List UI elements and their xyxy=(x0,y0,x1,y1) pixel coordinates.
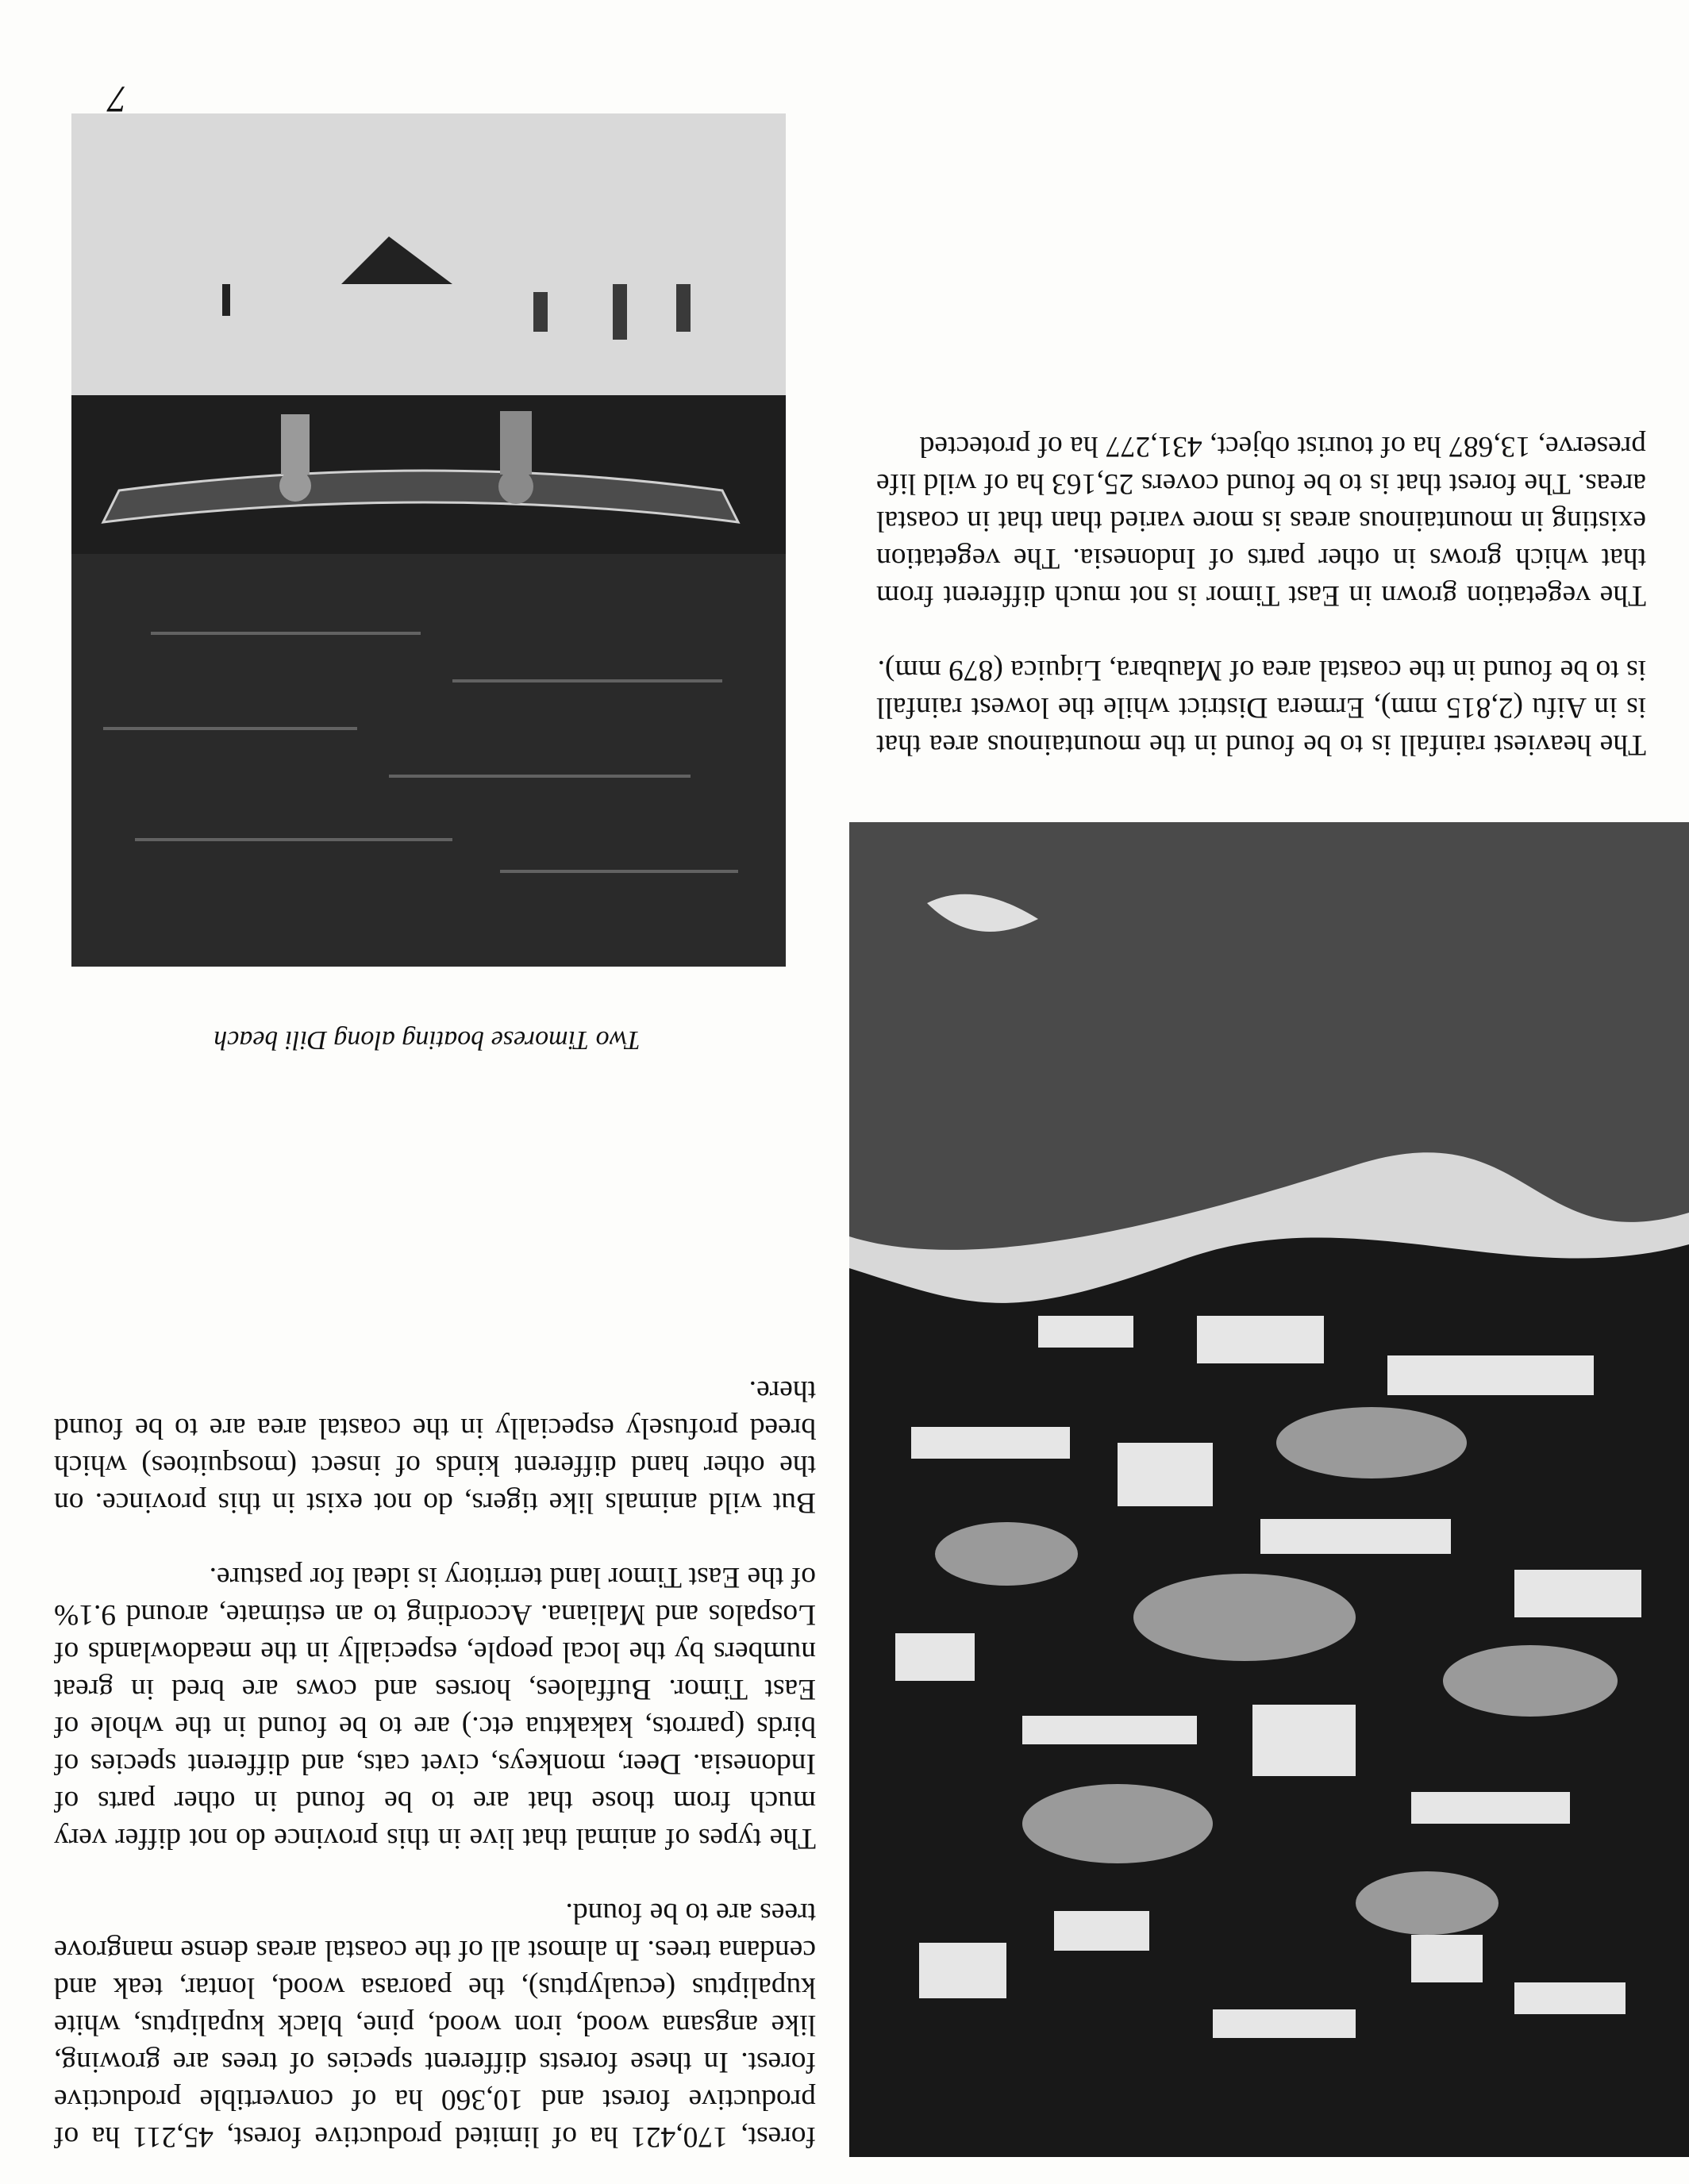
paragraph: The vegetation grown in East Timor is not much different from that which grows in other parts of Indonesia. The vegetation existing in mountainous areas is more varied than that in coastal areas. The forest that is to be found covers 25,163 ha of wild life preserve, 13,687 ha of tourist object, 431,277 ha of protected xyxy=(876,430,1646,612)
photo-caption: Two Timorese boating along Dili beach xyxy=(214,1025,641,1055)
text-column-bottom xyxy=(876,428,1646,763)
boating-photo xyxy=(71,113,786,967)
aerial-photo xyxy=(849,822,1689,2157)
page-number: 7 xyxy=(108,78,127,120)
paragraph: But wild animals like tigers, do not exist in this province. on the other hand different kinds of insect (mosquitoes) which breed profusely especially in the coastal area are to be found there. xyxy=(54,1375,816,1519)
paragraph: forest, 170,421 ha of limited productive forest, 45,211 ha of productive forest and 10,360 ha of convertible productive forest. In these forests different species of trees are growing, like angsana wood, iron wood, pine, black kupaliptus, white kupaliptus (ecualyptus), the paorasa wood, lontar, teak and cendana trees. In almost all of the coastal areas dense mangrove trees are to be found. xyxy=(54,1897,816,2153)
paragraph: The types of animal that live in this province do not differ very much from those that are to be found in other parts of Indonesia. Deer, monkeys, civet cats, and different species of birds (parrots, kakaktua etc.) are to be found in the whole of East Timor. Buffaloes, horses and cows are bred in great numbers by the local people, especially in the meadowlands of Lospalos and Maliana. According to an estimate, around 9.1% of the East Timor land territory is ideal for pasture. xyxy=(54,1561,816,1855)
paragraph: The heaviest rainfall is to be found in the mountainous area that is in Aifu (2,815 mm), Ermera District while the lowest rainfall is to be found in the coastal area of Maubara, Liquica (879 mm). xyxy=(876,654,1646,761)
text-column-top xyxy=(54,1372,816,2155)
